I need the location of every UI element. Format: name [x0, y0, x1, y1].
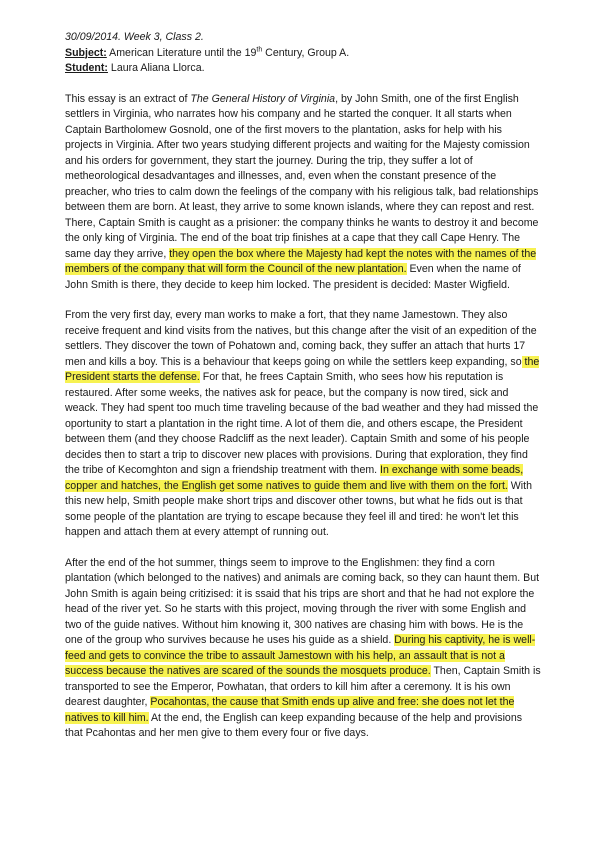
essay-paragraphs — [65, 92, 541, 742]
subject-label: Subject: — [65, 46, 107, 59]
paragraph-text: With this new help, Smith people make short trips and discover other towns, but what he fids out is that some people of the plantation are trying to escape because they feel ill and tired: he won't let this happen and attach them at every attempt of running out. — [65, 479, 532, 538]
paragraph-text: Even when the name of John Smith is there, they decide to keep him locked. The president is decided: Master Wigfield. — [65, 263, 521, 291]
paragraph-text: , by John Smith, one of the first English settlers in Virginia, who narrates how his company and he started the conquer. It all starts when Captain Bartholomew Gosnold, one of the first movers to the plantation, asks for help with his projects in Virginia. After two years studying different projects and waiting for the Majesty comission and his orders for government, they start the journey. During the trip, they suffer a lot of metheorological desadvantages and illnesses, and, even when the constant presence of the preacher, who tries to calm down the feelings of the company with his religious talk, bad relationships between them are born. At least, they arrive to some known islands, where they can repost and rest. There, Captain Smith is caught as a prisioner: the company thinks he wants to destroy it and become the only king of Virginia. The end of the boat trip finishes at a cape that they call Cape Henry. The same day they arrive, — [65, 92, 539, 260]
student-line — [65, 61, 541, 77]
paragraph-text: After the end of the hot summer, things seem to improve to the Englishmen: they find a corn plantation (which belonged to the natives) and animals are coming back, so they can haunt them. But John Smith is again being critizised: it is ssaid that his trips are short and that he had not explore the head of the river yet. So he starts with this project, moving through the river with some English and two of the guide natives. Without him knowing it, 300 natives are chasing him with bows. He is the one of the group who survives because he uses his guide as a shield. — [65, 556, 540, 646]
date-line: 30/09/2014. Week 3, Class 2. — [65, 31, 204, 43]
essay-header — [65, 30, 541, 77]
highlighted-text: Pocahontas, the cause that Smith ends up alive and free: she does not let the natives to kill him. — [65, 696, 515, 724]
student-name: Laura Aliana Llorca. — [110, 62, 205, 74]
essay-paragraph — [65, 308, 541, 541]
student-label: Student: — [65, 62, 108, 74]
subject-line — [65, 46, 541, 62]
highlighted-text: the President starts the defense. — [65, 355, 540, 383]
paragraph-text: Then, Captain Smith is transported to see the Emperor, Powhatan, that orders to kill him after a ceremony. It is his own dearest daughter, — [65, 665, 541, 708]
essay-paragraph — [65, 92, 541, 294]
subject-text: American Literature until the 19th Century, Group A. — [109, 45, 350, 59]
highlighted-text: During his captivity, he is well-feed and gets to convince the tribe to assault Jamestown with his help, an assault that is not a success because the natives are scared of the sounds the mosquets produce. — [65, 634, 536, 677]
paragraph-text: From the very first day, every man works to make a fort, that they name Jamestown. They also receive frequent and kind visits from the natives, but this change after the visit of an expedition of the settlers. They discover the town of Pohatown and, coming back, they suffer an attach that hurts 17 men and kills a boy. This is a behaviour that keeps going on while the settlers keep expanding, so — [65, 309, 537, 368]
paragraph-text: This essay is an extract of — [65, 92, 191, 105]
highlighted-text: In exchange with some beads, copper and hatches, the English get some natives to guide them and live with them on the fort. — [65, 464, 524, 492]
paragraph-text: At the end, the English can keep expanding because of the help and provisions that Pcahontas and her men give to them every four or five days. — [65, 711, 523, 739]
paragraph-text: For that, he frees Captain Smith, who sees how his reputation is restaured. After some weeks, the natives ask for peace, but the company is now tired, sick and weack. They had spent too much time traveling because of the bad weather and they had missed the oportunity to start a plantation in the right time. A lot of them die, and others escape, the President between them (and they choose Radcliff as the next leader). Captain Smith and some of his people decides then to start a trip to discover new places with provisions. During that exploration, they find the tribe of Kecomghton and sign a friendship treatment with them. — [65, 371, 539, 476]
essay-body — [65, 30, 541, 742]
highlighted-text: they open the box where the Majesty had kept the notes with the names of the members of the company that will form the Council of the new plantation. — [65, 247, 537, 275]
essay-paragraph — [65, 556, 541, 742]
book-title-text: The General History of Virginia — [190, 92, 336, 105]
